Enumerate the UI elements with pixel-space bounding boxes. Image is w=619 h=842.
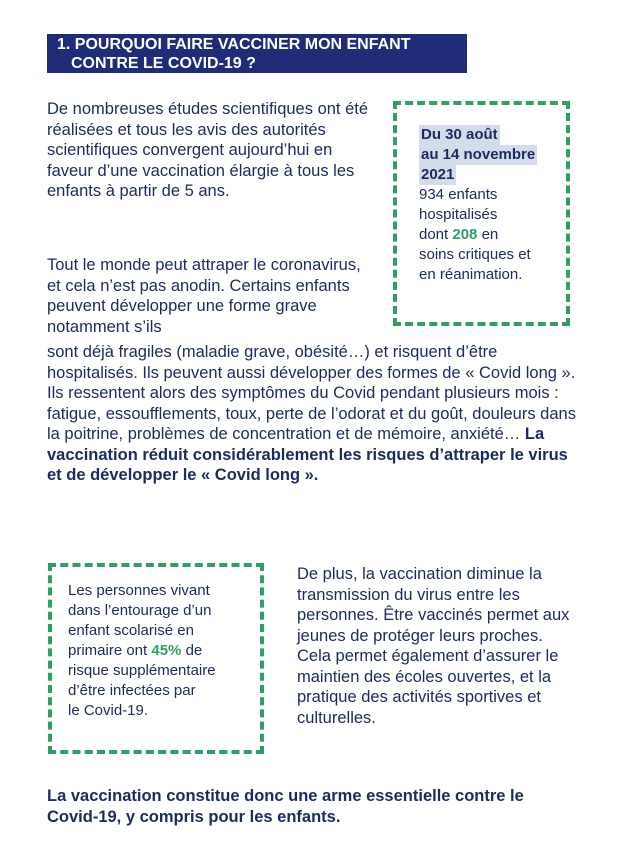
transmission-paragraph: De plus, la vaccination diminue la transmission du virus entre les personnes. Être vaccinés permet aux jeunes de protéger leurs proches. Cela permet également d’assurer le maintien des écoles ouvertes, et la pratique des activités sportives et culturelles. (297, 565, 570, 727)
callout2-line-4-end: de (185, 642, 203, 659)
callout2-line-3: enfant scolarisé en (68, 622, 194, 639)
callout2-line-1: Les personnes vivant (68, 582, 210, 599)
callout2-percent: 45% (151, 642, 182, 659)
callout-text-4: en (481, 226, 499, 243)
callout2-line-7: le Covid-19. (68, 702, 149, 719)
callout-text-6: en réanimation. (419, 266, 523, 283)
callout-text-2: hospitalisés (419, 206, 498, 223)
callout-date-1: Du 30 août (421, 126, 498, 143)
section-heading (47, 34, 467, 73)
risk-paragraph-continuation (47, 342, 577, 486)
callout-text-1: 934 enfants (419, 186, 498, 203)
callout-text-3: dont (419, 226, 449, 243)
callout-date-3: 2021 (421, 166, 455, 183)
callout-text-5: soins critiques et (419, 246, 531, 263)
callout-date-2: au 14 novembre (421, 146, 536, 163)
heading-line-1: 1. POURQUOI FAIRE VACCINER MON ENFANT (57, 36, 411, 53)
callout-number: 208 (452, 226, 478, 243)
infection-risk-callout (48, 563, 264, 754)
risk-paragraph-start: Tout le monde peut attraper le coronavirus, et cela n’est pas anodin. Certains enfants peuvent développer une forme grave notamment s’ils (47, 256, 361, 336)
callout2-line-2: dans l’entourage d’un (68, 602, 212, 619)
risk-paragraph-bold: La vaccination réduit considérablement les risques d’attraper le virus et de développer le « Covid long ». (47, 425, 568, 484)
callout2-line-4: primaire ont (68, 642, 148, 659)
callout2-line-5: risque supplémentaire (68, 662, 216, 679)
callout2-line-6: d’être infectées par (68, 682, 196, 699)
heading-line-2: CONTRE LE COVID-19 ? (71, 55, 256, 72)
conclusion-paragraph: La vaccination constitue donc une arme essentielle contre le Covid-19, y compris pour les enfants. (47, 787, 524, 826)
hospitalization-callout (393, 101, 570, 326)
risk-paragraph-text: sont déjà fragiles (maladie grave, obésité…) et risquent d’être hospitalisés. Ils peuvent aussi développer des formes de « Covid long ». Ils ressentent alors des symptômes du Covid pendant plusieurs mois : fatigue, essoufflements, toux, perte de l’odorat et du goût, douleurs dans la poitrine, problèmes de concentration et de mémoire, anxiété… (47, 343, 576, 443)
intro-paragraph: De nombreuses études scientifiques ont été réalisées et tous les avis des autorités scientifiques convergent aujourd’hui en faveur d’une vaccination élargie à tous les enfants à partir de 5 ans. (47, 100, 369, 200)
